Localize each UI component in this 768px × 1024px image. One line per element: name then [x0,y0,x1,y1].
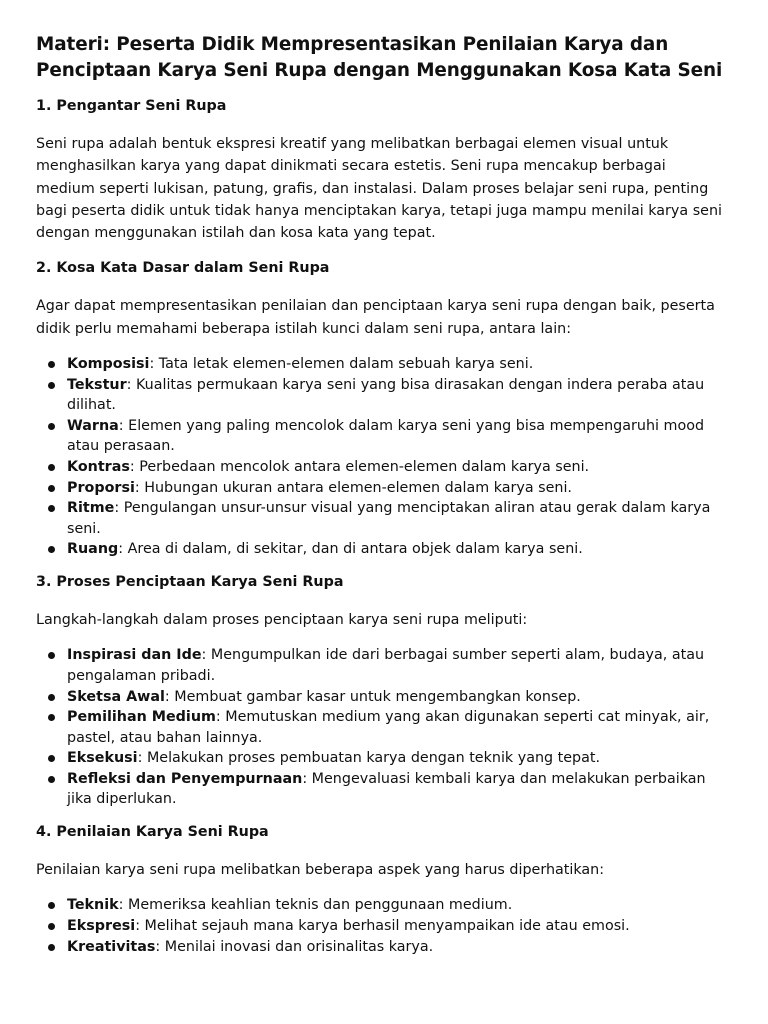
term-label: Ruang [67,541,119,558]
bullet-icon [48,923,55,930]
term-description: : Kualitas permukaan karya seni yang bisa dirasakan dengan indera peraba atau dilihat. [67,376,705,414]
term-label: Proporsi [67,479,135,496]
bullet-icon [48,714,55,721]
document-title: Materi: Peserta Didik Mempresentasikan Penilaian Karya dan Penciptaan Karya Seni Rupa dengan Menggunakan Kosa Kata Seni [36,34,723,81]
term-label: Inspirasi dan Ide [67,647,202,664]
list-item [36,748,728,769]
term-description: : Area di dalam, di sekitar, dan di antara objek dalam karya seni. [118,541,583,558]
section-heading: 1. Pengantar Seni Rupa [36,98,227,114]
list-item [36,478,728,499]
bullet-icon [48,944,55,951]
section-proses-penciptaan [36,572,728,810]
list-item [36,416,728,457]
bullet-icon [48,755,55,762]
term-description: : Pengulangan unsur-unsur visual yang menciptakan aliran atau gerak dalam karya seni. [67,500,711,537]
bullet-icon [48,423,55,430]
list-item [36,895,728,916]
term-list [36,354,728,560]
section-penilaian [36,822,728,957]
bullet-icon [48,902,55,909]
term-label: Ekspresi [67,917,136,934]
step-list [36,645,728,810]
bullet-icon [48,485,55,492]
section-pengantar [36,96,728,244]
list-item [36,354,728,375]
section-paragraph: Seni rupa adalah bentuk ekspresi kreatif yang melibatkan berbagai elemen visual untuk menghasilkan karya yang dapat dinikmati secara estetis. Seni rupa mencakup berbagai medium seperti lukisan, patung, grafis, dan instalasi. Dalam proses belajar seni rupa, penting bagi peserta didik untuk tidak hanya menciptakan karya, tetapi juga mampu menilai karya seni dengan menggunakan istilah dan kosa kata yang tepat. [36,136,722,242]
list-item [36,645,728,686]
section-kosa-kata [36,258,728,560]
list-item [36,539,728,560]
term-description: : Mengevaluasi kembali karya dan melakukan perbaikan jika diperlukan. [67,770,706,808]
bullet-icon [48,382,55,389]
list-item [36,916,728,937]
bullet-icon [48,694,55,701]
section-heading: 3. Proses Penciptaan Karya Seni Rupa [36,574,344,591]
term-label: Teknik [67,897,119,914]
section-paragraph: Agar dapat mempresentasikan penilaian dan penciptaan karya seni rupa dengan baik, peserta didik perlu memahami beberapa istilah kunci dalam seni rupa, antara lain: [36,298,715,337]
bullet-icon [48,652,55,659]
bullet-icon [48,361,55,368]
bullet-icon [48,505,55,512]
term-description: : Hubungan ukuran antara elemen-elemen dalam karya seni. [134,479,572,496]
section-paragraph: Penilaian karya seni rupa melibatkan beberapa aspek yang harus diperhatikan: [36,862,605,879]
bullet-icon [48,776,55,783]
section-heading: 2. Kosa Kata Dasar dalam Seni Rupa [36,260,330,277]
term-description: : Membuat gambar kasar untuk mengembangkan konsep. [164,688,581,705]
term-label: Tekstur [67,376,127,393]
section-paragraph: Langkah-langkah dalam proses penciptaan karya seni rupa meliputi: [36,612,528,629]
bullet-icon [48,464,55,471]
list-item [36,498,728,539]
list-item [36,769,728,810]
term-description: : Memutuskan medium yang akan digunakan seperti cat minyak, air, pastel, atau bahan lainnya. [67,709,710,746]
term-description: : Melihat sejauh mana karya berhasil menyampaikan ide atau emosi. [135,917,630,934]
list-item [36,457,728,478]
list-item [36,707,728,748]
term-label: Pemilihan Medium [67,709,216,726]
list-item [36,687,728,708]
term-description: : Memeriksa keahlian teknis dan penggunaan medium. [118,897,513,914]
term-description: : Menilai inovasi dan orisinalitas karya. [155,938,434,955]
term-label: Eksekusi [67,750,138,767]
term-label: Ritme [67,500,115,517]
term-description: : Perbedaan mencolok antara elemen-elemen dalam karya seni. [129,459,590,476]
aspect-list [36,895,728,957]
section-heading: 4. Penilaian Karya Seni Rupa [36,824,269,841]
term-label: Komposisi [67,356,150,373]
term-description: : Elemen yang paling mencolok dalam karya seni yang bisa mempengaruhi mood atau perasaan. [67,417,705,455]
term-label: Sketsa Awal [67,688,165,705]
term-description: : Mengumpulkan ide dari berbagai sumber seperti alam, budaya, atau pengalaman pribadi. [67,647,705,684]
term-description: : Tata letak elemen-elemen dalam sebuah karya seni. [149,356,534,373]
list-item [36,937,728,958]
list-item [36,375,728,416]
term-label: Kreativitas [67,938,156,955]
bullet-icon [48,546,55,553]
term-label: Kontras [67,459,130,476]
term-label: Warna [67,417,119,434]
term-description: : Melakukan proses pembuatan karya dengan teknik yang tepat. [137,750,601,767]
term-label: Refleksi dan Penyempurnaan [67,770,303,787]
